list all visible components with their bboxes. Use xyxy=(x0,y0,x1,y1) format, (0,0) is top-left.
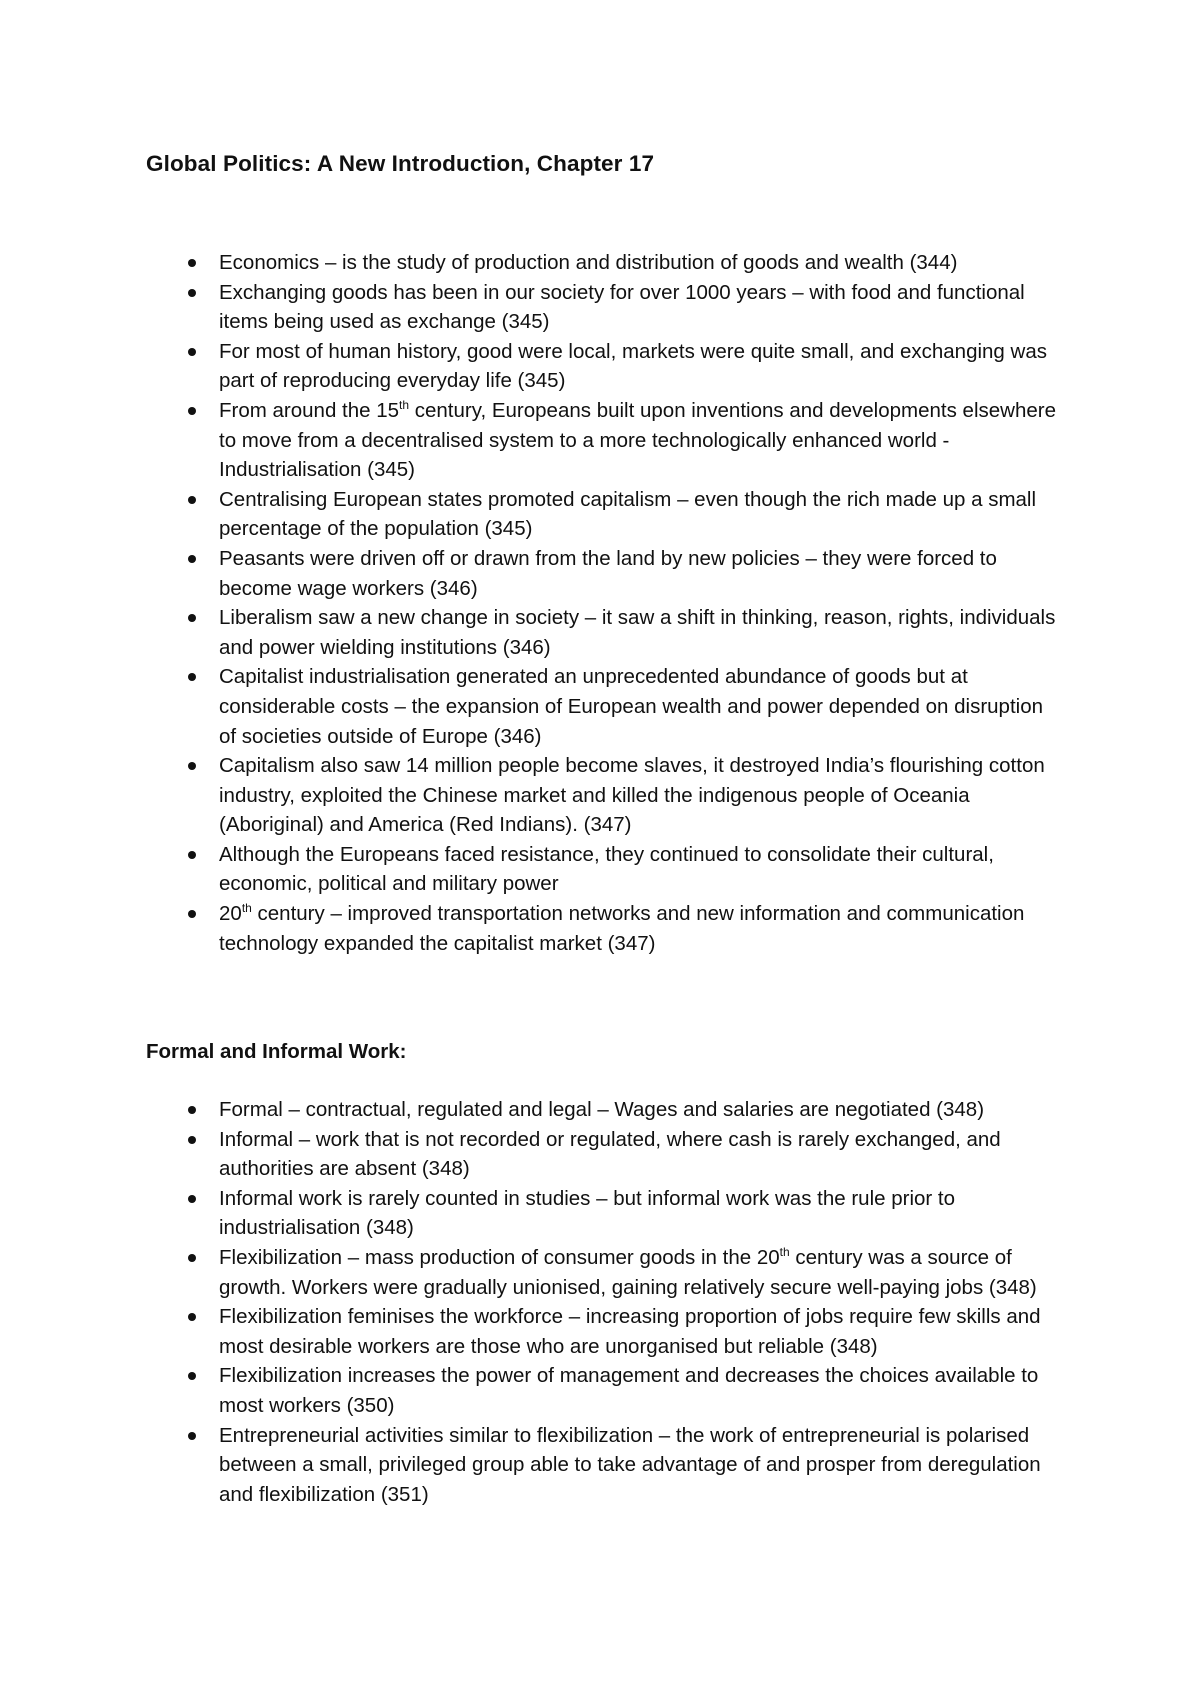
document-title: Global Politics: A New Introduction, Chapter 17 xyxy=(146,151,655,176)
list-item-text: century, Europeans built upon inventions and developments elsewhere to move from a decentralised system to a more technologically enhanced world - Industrialisation (345) xyxy=(219,398,1056,482)
list-item xyxy=(0,396,1059,485)
list-item-text: century – improved transportation networks and new information and communication technology expanded the capitalist market (347) xyxy=(219,902,1025,955)
list-item: Centralising European states promoted capitalism – even though the rich made up a small percentage of the population (345) xyxy=(0,485,1059,544)
list-item: Capitalism also saw 14 million people become slaves, it destroyed India’s flourishing cotton industry, exploited the Chinese market and killed the indigenous people of Oceania (Aboriginal) and America (Red Indians). (347) xyxy=(0,751,1059,840)
list-item: Flexibilization increases the power of management and decreases the choices available to most workers (350) xyxy=(0,1361,1059,1420)
list-item-text: century was a source of growth. Workers were gradually unionised, gaining relatively secure well-paying jobs (348) xyxy=(219,1245,1037,1299)
ordinal-superscript: th xyxy=(399,398,410,413)
list-item: For most of human history, good were local, markets were quite small, and exchanging was part of reproducing everyday life (345) xyxy=(0,337,1059,396)
list-item xyxy=(0,1243,1059,1302)
list-item: Entrepreneurial activities similar to flexibilization – the work of entrepreneurial is polarised between a small, privileged group able to take advantage of and prosper from deregulation and flexibilization (351) xyxy=(0,1421,1059,1510)
section-heading-formal-informal-work: Formal and Informal Work: xyxy=(146,1040,407,1063)
list-item-text: 20 xyxy=(219,902,242,926)
list-item-text: From around the 15 xyxy=(219,398,400,422)
list-item: Liberalism saw a new change in society – it saw a shift in thinking, reason, rights, individuals and power wielding institutions (346) xyxy=(0,603,1059,662)
list-item: Informal – work that is not recorded or regulated, where cash is rarely exchanged, and authorities are absent (348) xyxy=(0,1125,1059,1184)
ordinal-superscript: th xyxy=(779,1245,790,1260)
list-item: Flexibilization feminises the workforce – increasing proportion of jobs require few skills and most desirable workers are those who are unorganised but reliable (348) xyxy=(0,1302,1059,1361)
work-bullet-list xyxy=(0,1095,1100,1509)
list-item: Exchanging goods has been in our society for over 1000 years – with food and functional items being used as exchange (345) xyxy=(0,278,1059,337)
list-item: Economics – is the study of production and distribution of goods and wealth (344) xyxy=(0,248,1059,278)
ordinal-superscript: th xyxy=(241,901,252,916)
list-item xyxy=(0,899,1059,958)
list-item: Informal work is rarely counted in studies – but informal work was the rule prior to industrialisation (348) xyxy=(0,1184,1059,1243)
intro-bullet-list xyxy=(0,248,1100,958)
list-item-text: Flexibilization – mass production of consumer goods in the 20 xyxy=(219,1245,780,1269)
list-item: Formal – contractual, regulated and legal – Wages and salaries are negotiated (348) xyxy=(0,1095,1059,1125)
list-item: Although the Europeans faced resistance, they continued to consolidate their cultural, economic, political and military power xyxy=(0,840,1059,899)
list-item: Capitalist industrialisation generated an unprecedented abundance of goods but at considerable costs – the expansion of European wealth and power depended on disruption of societies outside of Europe (346) xyxy=(0,662,1059,751)
list-item: Peasants were driven off or drawn from the land by new policies – they were forced to become wage workers (346) xyxy=(0,544,1059,603)
